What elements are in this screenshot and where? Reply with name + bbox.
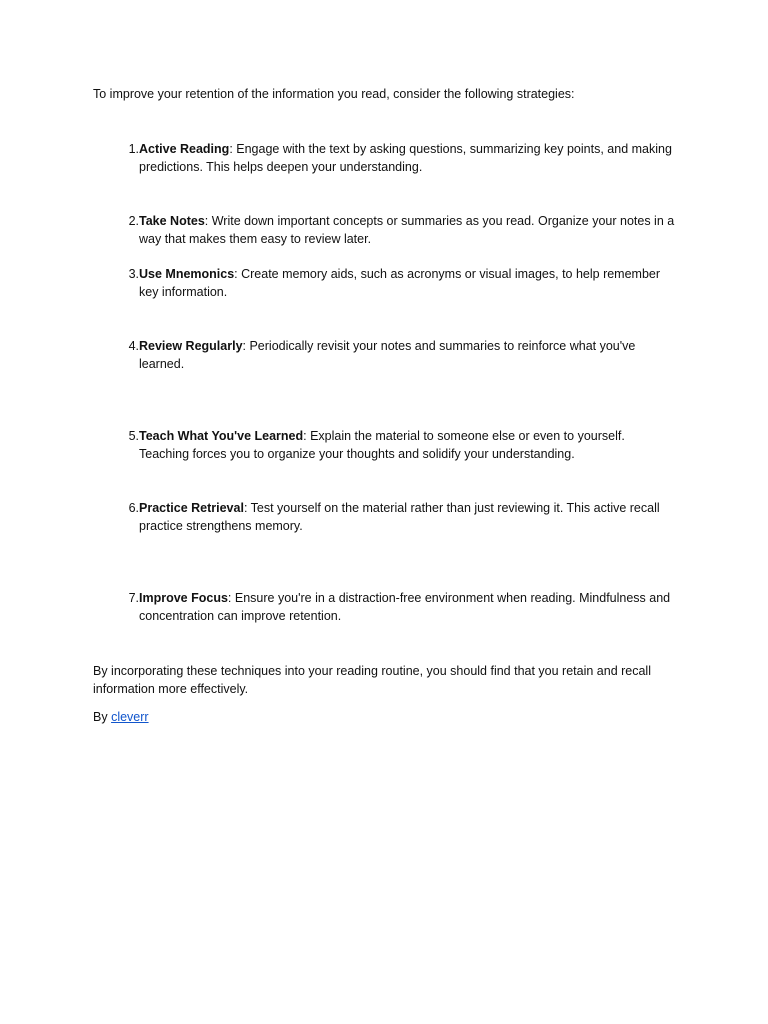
list-item-body bbox=[139, 500, 675, 535]
list-item-text: : Write down important concepts or summaries as you read. Organize your notes in a way that makes them easy to review later. bbox=[139, 214, 675, 246]
list-item-term: Practice Retrieval bbox=[139, 501, 244, 515]
list-item-term: Review Regularly bbox=[139, 339, 243, 353]
list-item-number: 1. bbox=[128, 142, 139, 156]
list-item bbox=[93, 500, 683, 535]
list-item-number: 7. bbox=[128, 591, 139, 605]
list-item bbox=[93, 213, 683, 248]
closing-paragraph: By incorporating these techniques into your reading routine, you should find that you retain and recall information more effectively. bbox=[93, 664, 651, 696]
list-item-term: Teach What You've Learned bbox=[139, 429, 304, 443]
list-item bbox=[93, 428, 683, 463]
author-link[interactable]: cleverr bbox=[111, 710, 149, 724]
list-item-number: 6. bbox=[128, 501, 139, 515]
byline-prefix: By bbox=[93, 710, 112, 724]
list-item-text: : Test yourself on the material rather than just reviewing it. This active recall practice strengthens memory. bbox=[139, 501, 660, 533]
byline bbox=[93, 709, 149, 727]
list-item-body bbox=[139, 590, 675, 625]
list-item-body bbox=[139, 141, 675, 176]
document-content bbox=[93, 86, 683, 104]
list-item-number: 5. bbox=[128, 429, 139, 443]
list-item-term: Active Reading bbox=[139, 142, 230, 156]
list-item bbox=[93, 338, 683, 373]
list-item-body bbox=[139, 428, 675, 463]
list-item-text: : Ensure you're in a distraction-free environment when reading. Mindfulness and concentration can improve retention. bbox=[139, 591, 671, 623]
list-item-body bbox=[139, 213, 675, 248]
list-item-body bbox=[139, 338, 675, 373]
list-item-body bbox=[139, 266, 675, 301]
list-item-text: : Engage with the text by asking questions, summarizing key points, and making predictions. This helps deepen your understanding. bbox=[139, 142, 672, 174]
list-item-term: Take Notes bbox=[139, 214, 205, 228]
list-item bbox=[93, 141, 683, 176]
list-item-text: : Periodically revisit your notes and summaries to reinforce what you've learned. bbox=[139, 339, 636, 371]
list-item-term: Improve Focus bbox=[139, 591, 228, 605]
list-item-text: : Explain the material to someone else or even to yourself. Teaching forces you to organize your thoughts and solidify your understanding. bbox=[139, 429, 625, 461]
intro-paragraph: To improve your retention of the information you read, consider the following strategies: bbox=[93, 87, 575, 101]
list-item-number: 2. bbox=[128, 214, 139, 228]
list-item-term: Use Mnemonics bbox=[139, 267, 235, 281]
list-item-number: 4. bbox=[128, 339, 139, 353]
list-item bbox=[93, 266, 683, 301]
list-item-number: 3. bbox=[128, 267, 139, 281]
list-item-text: : Create memory aids, such as acronyms or visual images, to help remember key information. bbox=[139, 267, 661, 299]
list-item bbox=[93, 590, 683, 625]
